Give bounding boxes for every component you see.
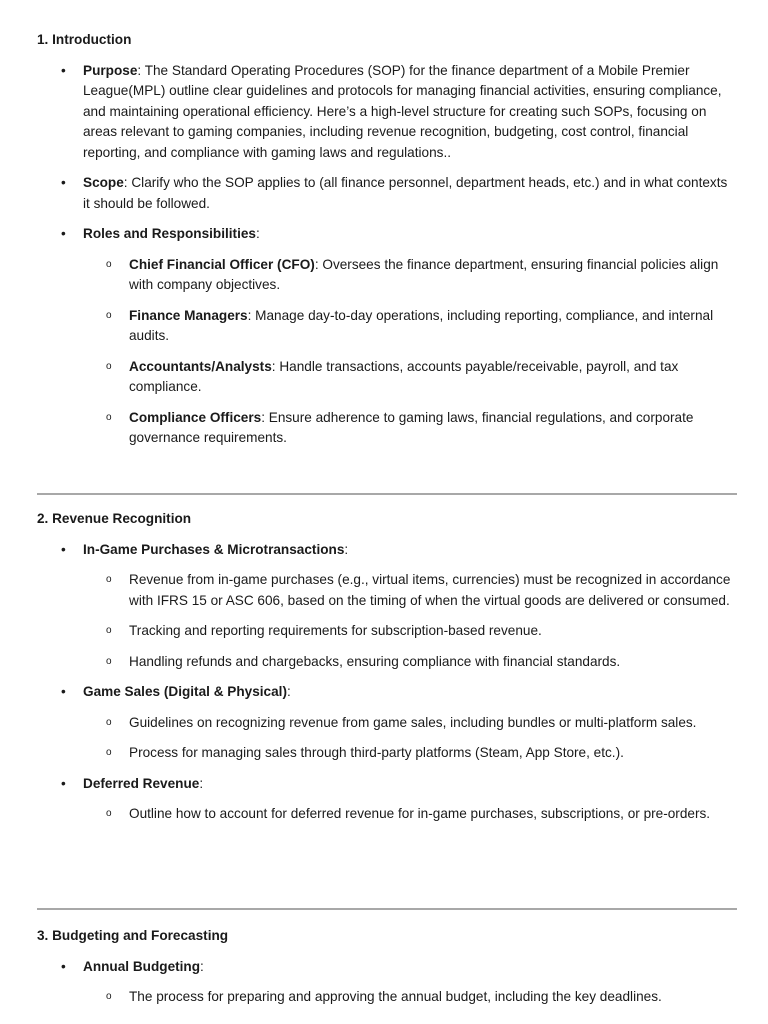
circle-bullet-icon: o (106, 574, 112, 585)
sub-item (106, 621, 737, 642)
bullet-icon: • (61, 684, 66, 699)
bullet-icon: • (61, 541, 66, 557)
bullet-icon: • (61, 775, 66, 791)
sub-item (106, 713, 737, 734)
list-item-roles (61, 224, 737, 245)
item-text: : The Standard Operating Procedures (SOP) for the finance department of a Mobile Premier League(MPL) outline clear guidelines and protocols for managing financial activities, ensuring compliance, and maintaining operational efficiency. Here’s a high-level structure for creating such SOPs, focusing on areas relevant to gaming companies, including revenue recognition, budgeting, cost control, financial reporting, and compliance with gaming laws and regulations.. (83, 62, 722, 160)
item-text: : Oversees the finance department, ensuring financial policies align with company objectives. (129, 256, 719, 292)
sub-item-cfo (106, 255, 737, 296)
list-item-annual-budgeting (61, 957, 737, 978)
section-heading: 2. Revenue Recognition (37, 511, 192, 526)
circle-bullet-icon: o (106, 655, 112, 667)
item-text: : (199, 775, 204, 791)
item-label: Deferred Revenue (83, 775, 200, 791)
item-label: Compliance Officers (129, 409, 262, 425)
section-introduction (37, 30, 737, 449)
sub-item (106, 570, 737, 611)
item-text: : (200, 958, 204, 974)
bullet-icon: • (61, 62, 66, 78)
item-text: : (255, 226, 260, 241)
bullet-icon: • (61, 226, 66, 241)
item-text: : (287, 684, 291, 699)
item-label: Accountants/Analysts (129, 358, 272, 374)
item-text: Revenue from in-game purchases (e.g., virtual items, currencies) must be recognized in accordance with IFRS 15 or ASC 606, based on the timing of when the virtual goods are delivered or consumed. (129, 572, 731, 608)
list-item-deferred-revenue (61, 774, 737, 795)
item-label: Annual Budgeting (83, 958, 201, 974)
sub-item-finance-managers (106, 306, 737, 347)
section-heading: 1. Introduction (37, 32, 132, 47)
item-label: Roles and Responsibilities (83, 226, 256, 241)
circle-bullet-icon: o (106, 360, 112, 372)
item-label: Game Sales (Digital & Physical) (83, 684, 287, 699)
sub-item (106, 743, 737, 764)
item-label: Purpose (83, 62, 138, 78)
item-text: Guidelines on recognizing revenue from game sales, including bundles or multi-platform sales. (129, 714, 697, 730)
sub-item (106, 804, 737, 825)
circle-bullet-icon: o (106, 716, 112, 728)
sub-item-compliance-officers (106, 408, 737, 449)
item-text: : (344, 541, 349, 557)
sub-item-accountants (106, 357, 737, 398)
section-revenue-recognition (37, 509, 737, 825)
bullet-icon: • (61, 175, 66, 190)
item-text: : Manage day-to-day operations, including reporting, compliance, and internal audits. (129, 307, 714, 343)
item-text: : Handle transactions, accounts payable/receivable, payroll, and tax compliance. (129, 358, 679, 394)
section-divider (37, 908, 737, 910)
item-label: Finance Managers (129, 307, 248, 323)
circle-bullet-icon: o (106, 747, 112, 758)
section-budgeting-forecasting (37, 926, 737, 1008)
item-label: In-Game Purchases & Microtransactions (83, 541, 345, 557)
circle-bullet-icon: o (106, 808, 112, 819)
list-item-game-sales (61, 682, 737, 703)
list-item-in-game-purchases (61, 540, 737, 561)
circle-bullet-icon: o (106, 411, 112, 423)
circle-bullet-icon: o (106, 309, 112, 321)
sub-item (106, 652, 737, 673)
list-item-scope (61, 173, 737, 214)
item-text: Handling refunds and chargebacks, ensuring compliance with financial standards. (129, 653, 621, 669)
item-label: Chief Financial Officer (CFO) (129, 256, 315, 272)
item-text: Outline how to account for deferred revenue for in-game purchases, subscriptions, or pre-orders. (129, 806, 711, 821)
item-text: : Clarify who the SOP applies to (all finance personnel, department heads, etc.) and in what contexts it should be followed. (83, 175, 728, 211)
list-item-purpose (61, 61, 737, 164)
item-text: : Ensure adherence to gaming laws, financial regulations, and corporate governance requirements. (129, 409, 694, 445)
circle-bullet-icon: o (106, 258, 112, 270)
item-text: Process for managing sales through third-party platforms (Steam, App Store, etc.). (129, 745, 624, 760)
circle-bullet-icon: o (106, 991, 112, 1002)
item-text: Tracking and reporting requirements for subscription-based revenue. (129, 623, 542, 638)
circle-bullet-icon: o (106, 625, 112, 636)
item-text: The process for preparing and approving the annual budget, including the key deadlines. (129, 989, 662, 1004)
section-heading: 3. Budgeting and Forecasting (37, 928, 229, 943)
sub-item (106, 987, 737, 1008)
item-label: Scope (83, 175, 124, 190)
bullet-icon: • (61, 958, 66, 974)
section-divider (37, 493, 737, 495)
